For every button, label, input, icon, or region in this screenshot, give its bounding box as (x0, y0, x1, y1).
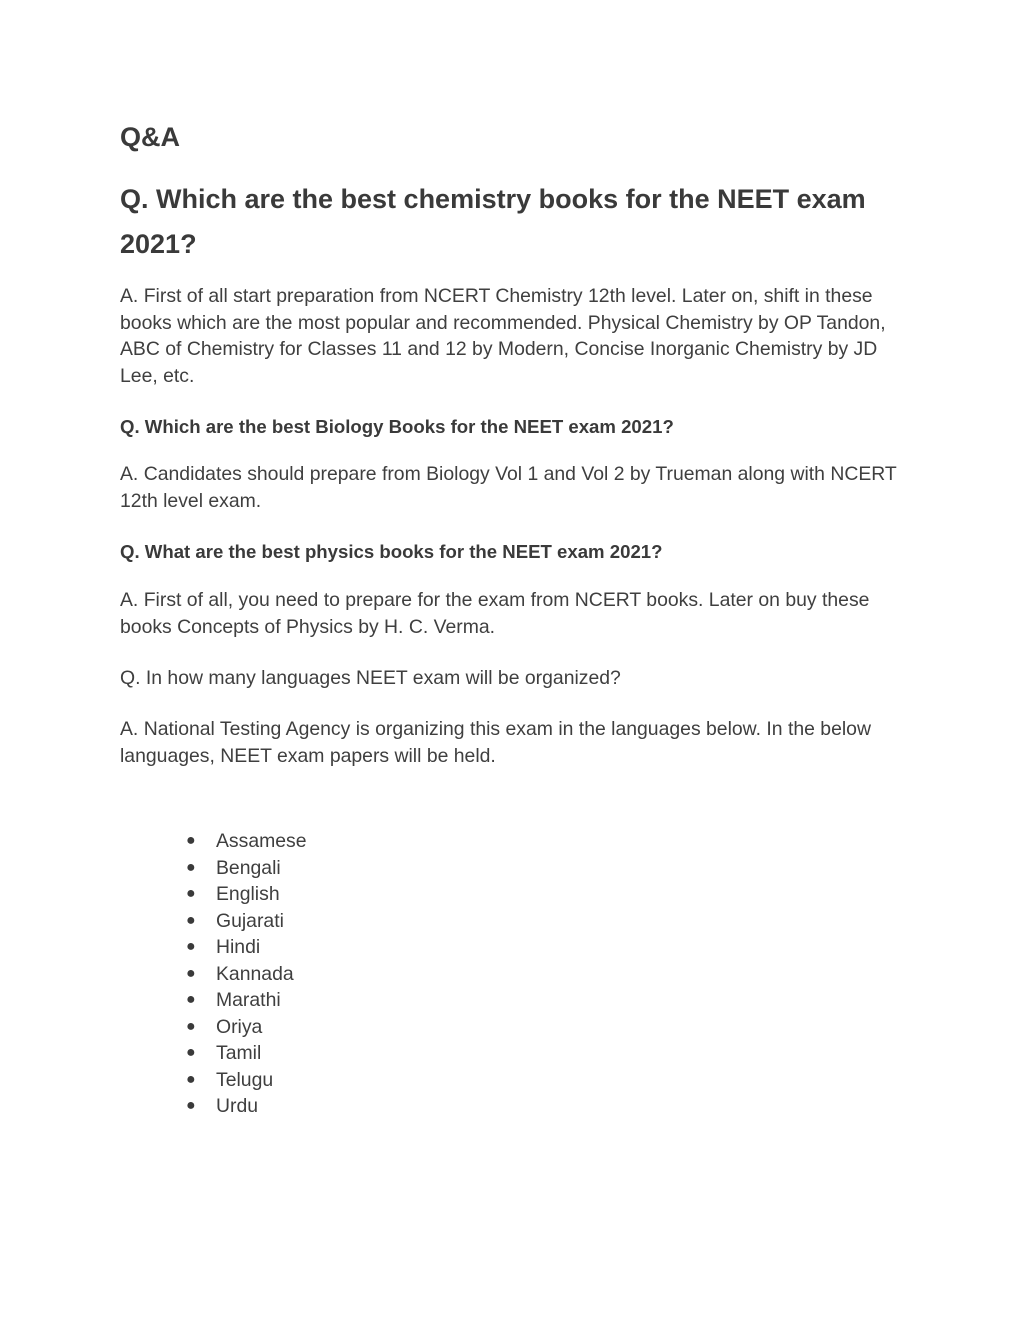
language-label: Kannada (216, 962, 294, 985)
language-label: Urdu (216, 1095, 259, 1117)
answer-chemistry: A. First of all start preparation from NCERT Chemistry 12th level. Later on, shift in these books which are the most popular and recommended. Physical Chemistry by OP Tandon, ABC of Chemistry for Classes 11 and 12 by Modern, Concise Inorganic Chemistry by JD Lee, etc. (120, 285, 886, 387)
bullet-icon: ● (186, 911, 196, 929)
language-label: Marathi (216, 989, 281, 1011)
list-item (186, 1093, 307, 1120)
list-item (186, 1014, 307, 1041)
language-label: English (216, 883, 280, 905)
list-item (186, 1040, 307, 1067)
question-chemistry-heading: Q. Which are the best chemistry books for the NEET exam 2021? (120, 184, 866, 259)
question-biology: Q. Which are the best Biology Books for the NEET exam 2021? (120, 416, 674, 437)
question-languages: Q. In how many languages NEET exam will be organized? (120, 667, 621, 689)
bullet-icon: ● (186, 832, 196, 849)
list-item (186, 987, 307, 1014)
list-item (186, 855, 307, 882)
list-item (186, 961, 307, 988)
bullet-icon: ● (186, 1044, 196, 1061)
bullet-icon: ● (186, 964, 196, 982)
bullet-icon: ● (186, 1017, 196, 1035)
list-item (186, 908, 307, 935)
language-label: Telugu (216, 1068, 274, 1091)
bullet-icon: ● (186, 1097, 196, 1114)
language-label: Assamese (216, 830, 307, 852)
language-label: Oriya (216, 1015, 263, 1038)
question-physics: Q. What are the best physics books for the NEET exam 2021? (120, 541, 663, 562)
answer-physics: A. First of all, you need to prepare for the exam from NCERT books. Later on buy these books Concepts of Physics by H. C. Verma. (120, 589, 870, 638)
list-item (186, 934, 307, 961)
languages-list (186, 828, 307, 1120)
bullet-icon: ● (186, 991, 196, 1008)
bullet-icon: ● (186, 885, 196, 902)
language-label: Hindi (216, 936, 261, 958)
bullet-icon: ● (186, 1070, 196, 1088)
language-label: Bengali (216, 856, 281, 879)
answer-languages: A. National Testing Agency is organizing this exam in the languages below. In the below languages, NEET exam papers will be held. (120, 718, 871, 767)
list-item (186, 828, 307, 855)
answer-biology: A. Candidates should prepare from Biology Vol 1 and Vol 2 by Trueman along with NCERT 12th level exam. (120, 463, 897, 512)
language-label: Gujarati (216, 909, 284, 932)
list-item (186, 1067, 307, 1094)
page-title: Q&A (120, 122, 180, 152)
bullet-icon: ● (186, 938, 196, 955)
list-item (186, 881, 307, 908)
bullet-icon: ● (186, 858, 196, 876)
language-label: Tamil (216, 1042, 262, 1064)
